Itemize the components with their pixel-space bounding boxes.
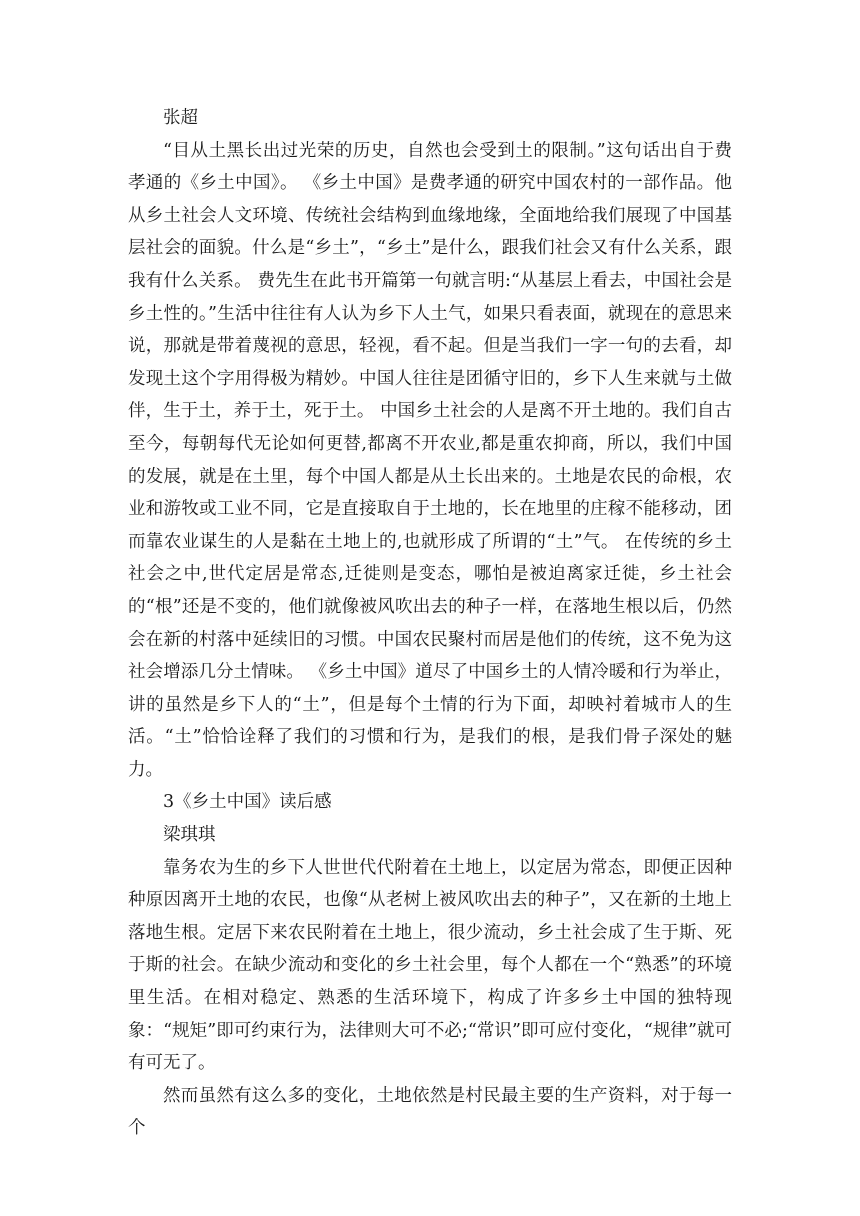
essay-2-heading: 3《乡土中国》读后感 (163, 792, 332, 813)
essay-1-paragraph: “目从土黑长出过光荣的历史，自然也会受到土的限制。”这句话出自于费孝通的《乡土中国》。 《乡土中国》是费孝通的研究中国农村的一部作品。他从乡土社会人文环境、传统社会结构到血缘地缘，全面地给我们展现了中国基层社会的面貌。什么是“乡土”，“乡土”是什么，跟我们社会又有什么关系，跟我有什么关系。 费先生在此书开篇第一句就言明:“从基层上看去，中国社会是乡土性的。”生活中往往有人认为乡下人土气，如果只看表面，就现在的意思来说，那就是带着蔑视的意思，轻视，看不起。但是当我们一字一句的去看，却发现土这个字用得极为精妙。中国人往往是团循守旧的，乡下人生来就与土做伴，生于土，养于土，死于土。 中国乡土社会的人是离不开土地的。我们自古至今，每朝每代无论如何更替,都离不开农业,都是重农抑商，所以，我们中国的发展，就是在土里，每个中国人都是从土长出来的。土地是农民的命根，农业和游牧或工业不同，它是直接取自于土地的，长在地里的庄稼不能移动，团而靠农业谋生的人是黏在土地上的,也就形成了所谓的“土”气。 在传统的乡土社会之中,世代定居是常态,迁徙则是变态，哪怕是被迫离家迁徙，乡土社会的“根”还是不变的，他们就像被风吹出去的种子一样，在落地生根以后，仍然会在新的村落中延续旧的习惯。中国农民聚村而居是他们的传统，这不免为这社会增添几分土情味。 《乡土中国》道尽了中国乡土的人情冷暖和行为举止，讲的虽然是乡下人的“土”，但是每个土情的行为下面，却映衬着城市人的生活。“土”恰恰诠释了我们的习惯和行为，是我们的根，是我们骨子深处的魅力。 (128, 140, 732, 780)
essay-2-paragraph-2: 然而虽然有这么多的变化，土地依然是村民最主要的生产资料，对于每一个 (128, 1085, 732, 1139)
essay-2-paragraph-1: 靠务农为生的乡下人世世代代附着在土地上，以定居为常态，即便正因种种原因离开土地的农民，也像“从老树上被风吹出去的种子”，又在新的土地上落地生根。定居下来农民附着在土地上，很少流动，乡土社会成了生于斯、死于斯的社会。在缺少流动和变化的乡土社会里，每个人都在一个“熟悉”的环境里生活。在相对稳定、熟悉的生活环境下，构成了许多乡土中国的独特现象：“规矩”即可约束行为，法律则大可不必;“常识”即可应付变化，“规律”就可有可无了。 (128, 857, 732, 1074)
document-page (128, 102, 732, 1145)
author-name-2: 梁琪琪 (163, 825, 216, 846)
author-name-1: 张超 (163, 108, 198, 128)
